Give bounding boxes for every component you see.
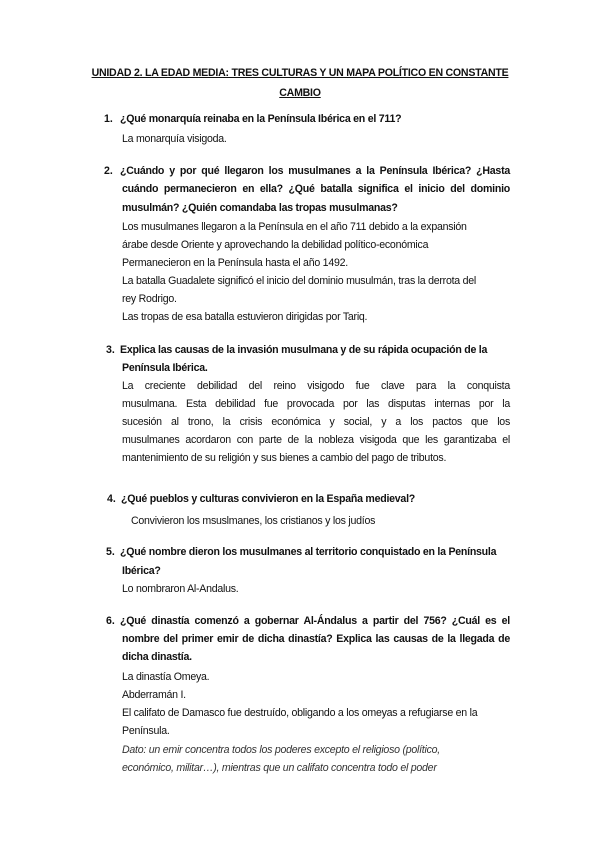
- question-text: nombre del primer emir de dicha dinastía? Explica las causas de la llegada de: [122, 633, 510, 645]
- answer-text: mantenimiento de su religión y sus bienes a cambio del pago de tributos.: [122, 452, 447, 464]
- question-text: ¿Qué monarquía reinaba en la Península Ibérica en el 711?: [120, 113, 402, 125]
- question-text: ¿Qué dinastía comenzó a gobernar Al-Ándalus a partir del 756? ¿Cuál es el: [120, 615, 510, 627]
- answer-text: Las tropas de esa batalla estuvieron dirigidas por Tariq.: [122, 311, 368, 323]
- question-text: dicha dinastía.: [122, 651, 192, 663]
- question-text: ¿Qué pueblos y culturas convivieron en la España medieval?: [121, 493, 415, 505]
- answer-text: Permanecieron en la Península hasta el año 1492.: [122, 257, 348, 269]
- question-number: 4.: [107, 493, 116, 505]
- answer-text: Lo nombraron Al-Andalus.: [122, 583, 239, 595]
- question-number: 1.: [104, 113, 113, 125]
- note-text: económico, militar…), mientras que un califato concentra todo el poder: [122, 762, 437, 774]
- answer-text: musulmana. Esta debilidad fue provocada por las disputas internas por la: [122, 398, 510, 410]
- answer-text: Convivieron los msuslmanes, los cristianos y los judíos: [131, 515, 376, 527]
- answer-text: La batalla Guadalete significó el inicio del dominio musulmán, tras la derrota del: [122, 275, 477, 287]
- note-text: Dato: un emir concentra todos los poderes excepto el religioso (político,: [122, 744, 440, 756]
- question-text: Península Ibérica.: [122, 362, 208, 374]
- question-text: Explica las causas de la invasión musulmana y de su rápida ocupación de la: [120, 344, 488, 356]
- question-text: ¿Qué nombre dieron los musulmanes al territorio conquistado en la Península: [120, 546, 497, 558]
- answer-text: musulmanes acordaron con parte de la nobleza visigoda que les garantizaba el: [122, 434, 510, 446]
- title-line: CAMBIO: [279, 87, 321, 99]
- answer-text: La monarquía visigoda.: [122, 133, 227, 145]
- question-number: 6.: [106, 615, 115, 627]
- question-number: 5.: [106, 546, 115, 558]
- question-text: cuándo permanecieron en ella? ¿Qué batalla significa el inicio del dominio: [122, 183, 510, 195]
- question-number: 3.: [106, 344, 115, 356]
- answer-text: sucesión al trono, la crisis económica y social, y a los pactos que los: [122, 416, 510, 428]
- answer-text: La creciente debilidad del reino visigodo fue clave para la conquista: [122, 380, 510, 392]
- answer-text: Los musulmanes llegaron a la Península en el año 711 debido a la expansión: [122, 221, 467, 233]
- title-line: UNIDAD 2. LA EDAD MEDIA: TRES CULTURAS Y UN MAPA POLÍTICO EN CONSTANTE: [91, 67, 509, 79]
- answer-text: árabe desde Oriente y aprovechando la debilidad político-económica: [122, 239, 429, 251]
- question-text: musulmán? ¿Quién comandaba las tropas musulmanas?: [122, 202, 398, 214]
- answer-text: rey Rodrigo.: [122, 293, 177, 305]
- question-number: 2.: [104, 165, 113, 177]
- answer-text: El califato de Damasco fue destruído, obligando a los omeyas a refugiarse en la: [122, 707, 478, 719]
- answer-text: La dinastía Omeya.: [122, 671, 210, 683]
- question-text: ¿Cuándo y por qué llegaron los musulmanes a la Península Ibérica? ¿Hasta: [120, 165, 510, 177]
- question-text: Ibérica?: [122, 565, 161, 577]
- answer-text: Abderramán I.: [122, 689, 186, 701]
- answer-text: Península.: [122, 725, 170, 737]
